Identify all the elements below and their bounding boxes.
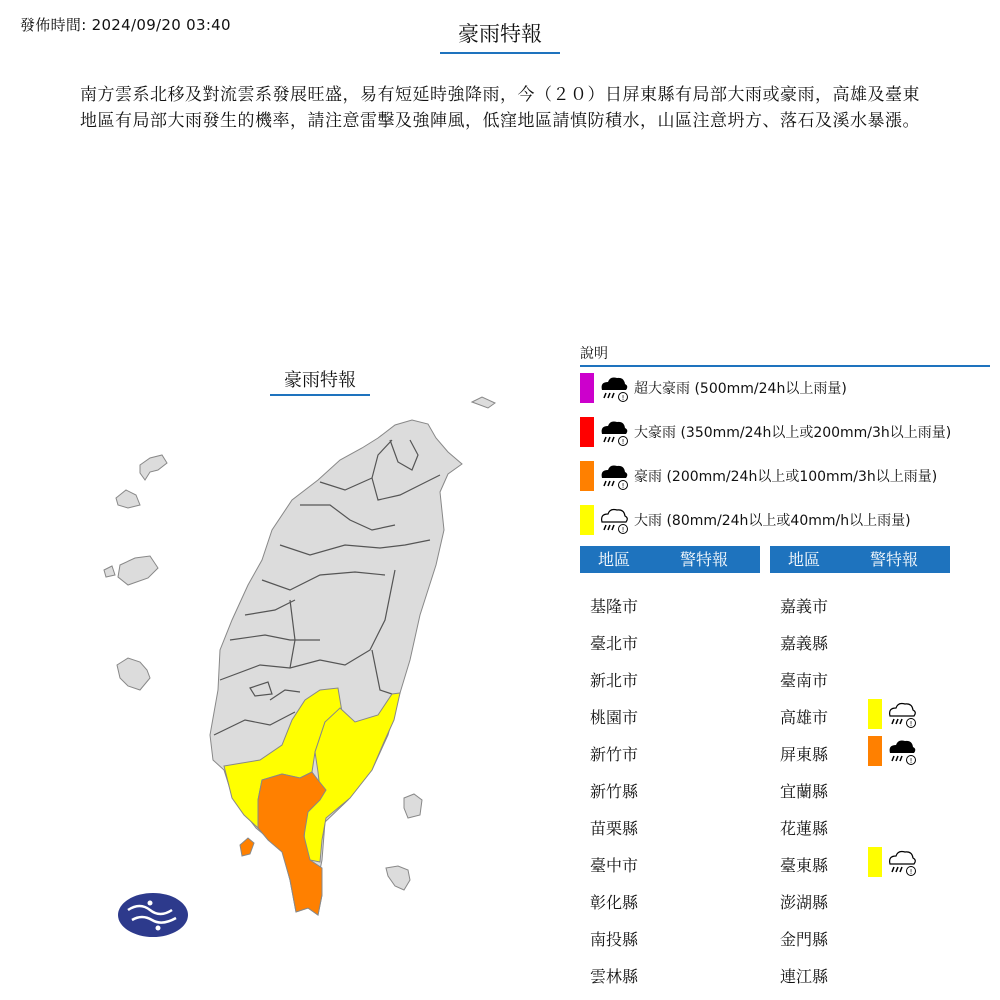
svg-text:!: ! <box>909 868 913 876</box>
taiwan-warning-map <box>95 385 515 945</box>
issue-time: 發佈時間: 2024/09/20 03:40 <box>20 16 231 34</box>
legend-swatch <box>580 373 594 403</box>
island-penghu-b <box>104 566 115 577</box>
header-region: 地區 <box>598 550 631 569</box>
table-row: 基隆市 <box>590 597 639 616</box>
island-penghu <box>118 556 158 585</box>
warning-swatch-taitung <box>868 847 882 877</box>
extreme-torrential-rain-icon <box>598 372 630 404</box>
table-row: 屏東縣 <box>780 745 829 764</box>
island-pengjia <box>472 397 495 408</box>
page-title: 豪雨特報 <box>440 18 560 54</box>
map-title: 豪雨特報 <box>270 366 370 396</box>
island-xiaoliuqiu <box>240 838 254 856</box>
legend-item-extremely-heavy <box>580 416 951 448</box>
table-row: 花蓮縣 <box>780 819 829 838</box>
island-kinmen-b <box>116 490 140 508</box>
legend-label: 豪雨 (200mm/24h以上或100mm/3h以上雨量) <box>634 469 938 485</box>
island-orchid <box>386 866 410 890</box>
cwa-logo <box>118 893 188 937</box>
table-row: 南投縣 <box>590 930 639 949</box>
heavy-rain-icon <box>598 504 630 536</box>
table-row: 高雄市 <box>780 708 829 727</box>
table-row: 臺中市 <box>590 856 639 875</box>
legend-swatch <box>580 417 594 447</box>
header-region: 地區 <box>788 550 821 569</box>
header-warning: 警特報 <box>870 550 919 569</box>
legend-label: 超大豪雨 (500mm/24h以上雨量) <box>634 381 847 397</box>
legend-title: 說明 <box>580 343 990 367</box>
legend-item-heavy <box>580 504 911 536</box>
legend-label: 大雨 (80mm/24h以上或40mm/h以上雨量) <box>634 513 911 529</box>
legend-swatch <box>580 461 594 491</box>
table-row: 桃園市 <box>590 708 639 727</box>
heavy-rain-icon <box>886 698 918 730</box>
table-row: 臺北市 <box>590 634 639 653</box>
svg-text:!: ! <box>621 526 625 534</box>
table-row: 澎湖縣 <box>780 893 829 912</box>
legend-item-extreme <box>580 372 847 404</box>
table-row: 臺東縣 <box>780 856 829 875</box>
extremely-heavy-rain-icon <box>598 416 630 448</box>
table-row: 嘉義市 <box>780 597 829 616</box>
island-green <box>404 794 422 818</box>
table-row: 彰化縣 <box>590 893 639 912</box>
table-row: 金門縣 <box>780 930 829 949</box>
warning-description: 南方雲系北移及對流雲系發展旺盛，易有短延時強降雨，今（２０）日屏東縣有局部大雨或豪雨，高雄及臺東地區有局部大雨發生的機率，請注意雷擊及強陣風，低窪地區請慎防積水，山區注意坍方、落石及溪水暴漲。 <box>80 85 920 131</box>
island-kinmen-a <box>140 455 167 480</box>
table-header-right <box>770 546 950 573</box>
warning-swatch-kaohsiung <box>868 699 882 729</box>
table-row: 新竹縣 <box>590 782 639 801</box>
table-row: 宜蘭縣 <box>780 782 829 801</box>
legend-label: 大豪雨 (350mm/24h以上或200mm/3h以上雨量) <box>634 425 952 441</box>
table-row: 臺南市 <box>780 671 829 690</box>
table-row: 連江縣 <box>780 967 829 986</box>
island-matsu <box>117 658 150 690</box>
table-row: 新竹市 <box>590 745 639 764</box>
table-row: 苗栗縣 <box>590 819 639 838</box>
table-row: 新北市 <box>590 671 639 690</box>
torrential-rain-icon <box>886 735 918 767</box>
warning-swatch-pingtung <box>868 736 882 766</box>
legend-swatch <box>580 505 594 535</box>
heavy-rain-icon <box>886 846 918 878</box>
table-row: 雲林縣 <box>590 967 639 986</box>
svg-text:!: ! <box>909 757 913 765</box>
svg-text:!: ! <box>909 720 913 728</box>
svg-text:!: ! <box>621 394 625 402</box>
torrential-rain-icon <box>598 460 630 492</box>
table-row: 嘉義縣 <box>780 634 829 653</box>
table-header-left <box>580 546 760 573</box>
header-warning: 警特報 <box>680 550 729 569</box>
legend-item-torrential <box>580 460 937 492</box>
svg-text:!: ! <box>621 482 625 490</box>
svg-text:!: ! <box>621 438 625 446</box>
